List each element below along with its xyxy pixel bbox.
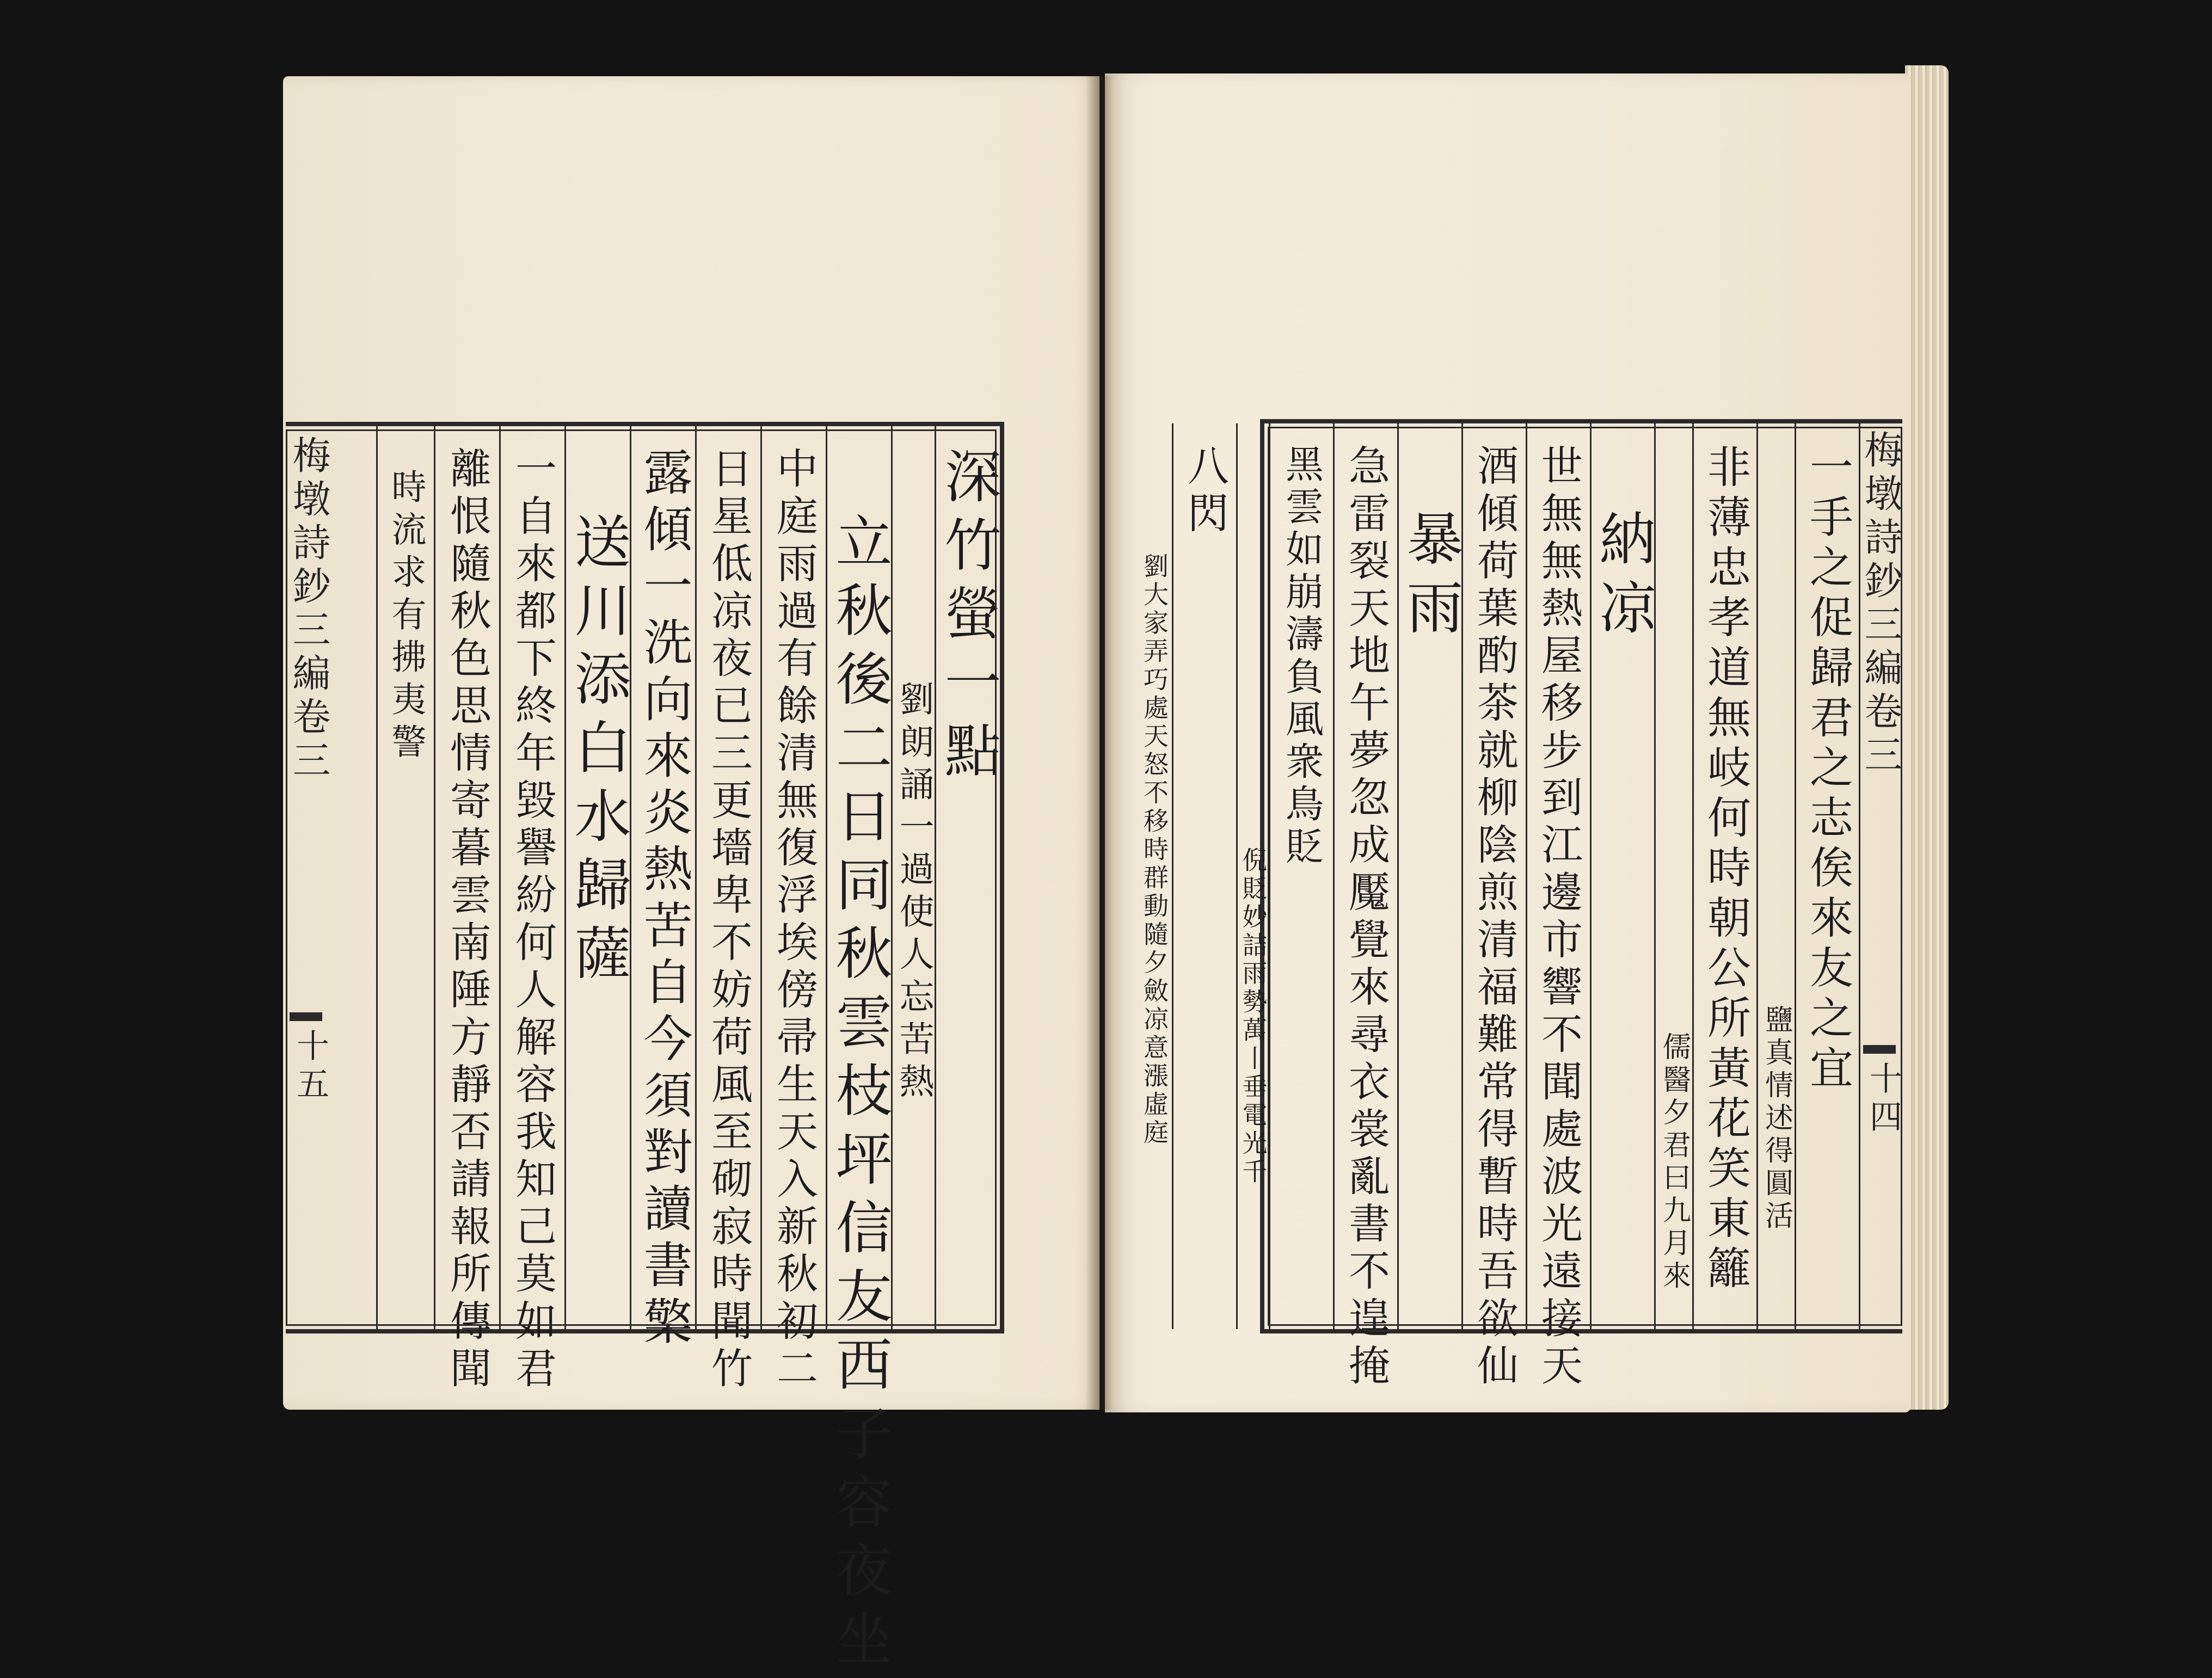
left-text-frame (286, 422, 1004, 1678)
left-col-3 (760, 426, 826, 1394)
right-col-7 (1333, 423, 1397, 1391)
right-col-8 (1269, 423, 1333, 1329)
right-margin-volume: 卷三 (1858, 691, 1903, 778)
left-col-7-text: 一自來都下終年毀譽紛何人解容我知己莫如君 (508, 447, 557, 1394)
right-col-9-note (1137, 423, 1172, 1329)
left-col-9 (376, 426, 434, 1329)
left-col-6-text: 送川添白水歸薩 (564, 512, 631, 992)
right-col-8-note (1236, 423, 1269, 1329)
left-col-6 (564, 426, 630, 1329)
right-col-2-text: 非薄忠孝道無岐何時朝公所黃花笑東籬 (1700, 444, 1751, 1295)
left-col-2-text: 立秋後二日同秋雲枝坪信友西子容夜坐 (826, 512, 893, 1678)
left-col-1-text: 深竹螢一點 (935, 447, 1001, 790)
right-col-4-text: 世無無熱屋移步到江邊市響不聞處波光遠接天 (1534, 444, 1583, 1391)
right-col-7-text: 急雷裂天地午夢忽成魘覺來尋衣裳亂書不遑掩 (1342, 444, 1391, 1391)
left-margin-column (330, 426, 376, 1329)
right-col-2-note-text: 儒醫夕君曰九月來 (1657, 1032, 1691, 1293)
left-col-8 (434, 426, 499, 1394)
right-col-5 (1461, 423, 1526, 1391)
left-col-8-text: 離恨隨秋色思情寄暮雲南陲方靜否請報所傳聞 (443, 447, 492, 1394)
right-col-9-text: 八閃 (1181, 444, 1230, 539)
right-col-2 (1692, 423, 1756, 1329)
left-margin-title-text: 梅墩詩鈔三編 (286, 435, 331, 697)
right-text-frame (1140, 419, 1902, 1391)
left-col-1-note (891, 426, 935, 1329)
right-col-8-note-text: 倪貶妙詰雨勢萬丨垂電光千 (1238, 847, 1268, 1187)
left-col-5-text: 露傾一洗向來炎熱苦自今須對讀書檠 (635, 447, 692, 1353)
right-col-1-note (1756, 423, 1795, 1329)
left-col-4-text: 日星低凉夜已三更墻卑不妨荷風至砌寂時聞竹 (704, 447, 753, 1394)
right-col-6 (1397, 423, 1464, 1329)
right-col-4 (1526, 423, 1590, 1391)
right-col-3-text: 納凉 (1589, 509, 1656, 647)
right-col-1 (1795, 423, 1859, 1329)
left-col-1 (935, 426, 1000, 1329)
left-col-2 (826, 426, 893, 1678)
book-gutter (1086, 76, 1113, 1410)
left-col-7 (499, 426, 564, 1394)
right-col-5-text: 酒傾荷葉酌茶就柳陰煎清福難常得暫時吾欲仙 (1470, 444, 1519, 1391)
page-edges (1905, 65, 1949, 1410)
left-col-3-text: 中庭雨過有餘清無復浮埃傍帚生天入新秋初二 (770, 447, 819, 1394)
right-folio-number: 十四 (1864, 1061, 1902, 1138)
left-margin-title (286, 435, 331, 784)
left-folio-number: 十五 (291, 1029, 329, 1105)
left-col-4 (695, 426, 760, 1394)
right-col-1-note-text: 鹽真情述得圓活 (1760, 1005, 1793, 1233)
right-margin-title-text: 梅墩詩鈔三編 (1858, 430, 1903, 691)
left-col-9-text: 時流求有拂夷警 (385, 469, 426, 766)
right-col-2-note (1654, 423, 1692, 1329)
right-col-6-text: 暴雨 (1397, 509, 1464, 647)
right-margin-title (1858, 430, 1903, 778)
left-col-1-note-text: 劉朗誦一過使人忘苦熱 (893, 681, 934, 1105)
right-col-8-text: 黑雲如崩濤負風衆鳥貶 (1279, 444, 1324, 869)
right-col-9-note-text: 劉大家弄巧處天怒不移時群動隨夕斂凉意漲虛庭 (1140, 553, 1169, 1147)
right-col-3 (1590, 423, 1654, 1329)
left-col-5 (630, 426, 695, 1353)
right-col-9 (1172, 423, 1236, 1329)
left-fishtail-mark (290, 1012, 322, 1021)
left-margin-volume: 卷三 (286, 697, 331, 784)
right-fishtail-mark (1863, 1045, 1896, 1054)
right-col-1-text: 一手之促歸君之志俟來友之宜 (1802, 444, 1853, 1095)
